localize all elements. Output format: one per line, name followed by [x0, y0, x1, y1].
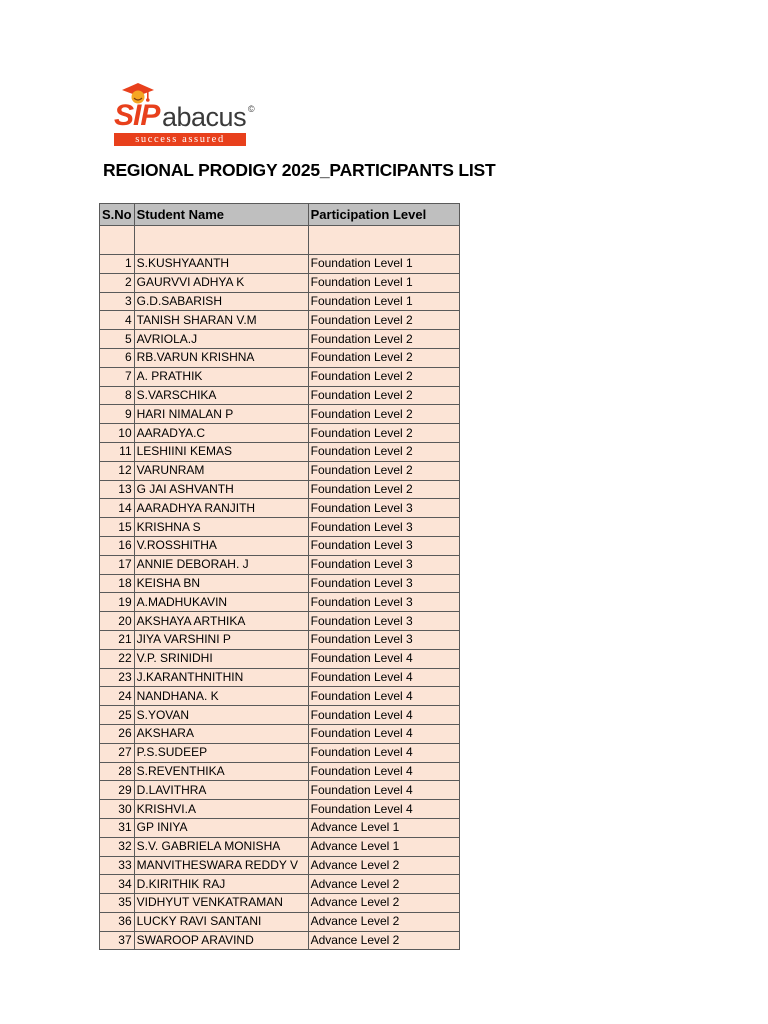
- table-row: [100, 837, 460, 856]
- table-row: [100, 405, 460, 424]
- row-student-name: AKSHARA: [134, 724, 308, 743]
- table-row: [100, 687, 460, 706]
- table-row: [100, 743, 460, 762]
- table-row: [100, 800, 460, 819]
- table-row: [100, 273, 460, 292]
- row-participation-level: Foundation Level 2: [308, 480, 459, 499]
- row-sno: 11: [100, 442, 135, 461]
- row-student-name: AARADHYA RANJITH: [134, 499, 308, 518]
- row-sno: 8: [100, 386, 135, 405]
- row-sno: 9: [100, 405, 135, 424]
- sip-abacus-logo: [112, 82, 262, 148]
- row-student-name: S.V. GABRIELA MONISHA: [134, 837, 308, 856]
- row-participation-level: Foundation Level 2: [308, 386, 459, 405]
- row-sno: 14: [100, 499, 135, 518]
- row-student-name: VIDHYUT VENKATRAMAN: [134, 894, 308, 913]
- table-row: [100, 668, 460, 687]
- row-student-name: VARUNRAM: [134, 461, 308, 480]
- row-student-name: RB.VARUN KRISHNA: [134, 348, 308, 367]
- header-sno: S.No: [100, 204, 135, 226]
- table-row: [100, 630, 460, 649]
- row-participation-level: Foundation Level 4: [308, 649, 459, 668]
- row-student-name: JIYA VARSHINI P: [134, 630, 308, 649]
- row-participation-level: Foundation Level 2: [308, 348, 459, 367]
- logo-tagline: success assured: [114, 133, 246, 146]
- row-sno: 1: [100, 255, 135, 274]
- row-participation-level: Foundation Level 3: [308, 574, 459, 593]
- row-participation-level: Foundation Level 2: [308, 330, 459, 349]
- row-sno: 35: [100, 894, 135, 913]
- spacer-cell: [100, 226, 135, 255]
- row-sno: 13: [100, 480, 135, 499]
- table-row: [100, 255, 460, 274]
- row-student-name: V.ROSSHITHA: [134, 536, 308, 555]
- row-student-name: S.YOVAN: [134, 706, 308, 725]
- row-sno: 2: [100, 273, 135, 292]
- logo-word-text: abacus: [162, 102, 247, 132]
- row-participation-level: Advance Level 1: [308, 837, 459, 856]
- row-participation-level: Foundation Level 4: [308, 762, 459, 781]
- copyright-icon: ©: [248, 104, 255, 114]
- row-participation-level: Foundation Level 4: [308, 724, 459, 743]
- table-row: [100, 894, 460, 913]
- row-participation-level: Foundation Level 1: [308, 255, 459, 274]
- table-row: [100, 292, 460, 311]
- logo-sip-text: SIP: [114, 99, 160, 132]
- table-row: [100, 480, 460, 499]
- row-sno: 12: [100, 461, 135, 480]
- row-participation-level: Foundation Level 3: [308, 518, 459, 537]
- row-participation-level: Foundation Level 3: [308, 593, 459, 612]
- row-participation-level: Foundation Level 4: [308, 687, 459, 706]
- row-student-name: HARI NIMALAN P: [134, 405, 308, 424]
- table-spacer-row: [100, 226, 460, 255]
- row-student-name: AARADYA.C: [134, 424, 308, 443]
- row-participation-level: Advance Level 2: [308, 856, 459, 875]
- row-sno: 23: [100, 668, 135, 687]
- table-row: [100, 367, 460, 386]
- row-sno: 27: [100, 743, 135, 762]
- row-sno: 20: [100, 612, 135, 631]
- row-sno: 6: [100, 348, 135, 367]
- row-student-name: KRISHNA S: [134, 518, 308, 537]
- table-row: [100, 555, 460, 574]
- row-student-name: A.MADHUKAVIN: [134, 593, 308, 612]
- row-sno: 5: [100, 330, 135, 349]
- page-title: REGIONAL PRODIGY 2025_PARTICIPANTS LIST: [103, 160, 496, 180]
- row-sno: 24: [100, 687, 135, 706]
- table-row: [100, 649, 460, 668]
- row-participation-level: Foundation Level 2: [308, 442, 459, 461]
- row-sno: 16: [100, 536, 135, 555]
- row-sno: 26: [100, 724, 135, 743]
- row-sno: 25: [100, 706, 135, 725]
- row-participation-level: Foundation Level 2: [308, 367, 459, 386]
- row-sno: 37: [100, 931, 135, 950]
- row-participation-level: Foundation Level 4: [308, 743, 459, 762]
- table-header-row: [100, 204, 460, 226]
- row-sno: 32: [100, 837, 135, 856]
- row-sno: 19: [100, 593, 135, 612]
- table-row: [100, 499, 460, 518]
- row-student-name: SWAROOP ARAVIND: [134, 931, 308, 950]
- row-participation-level: Foundation Level 3: [308, 630, 459, 649]
- table-row: [100, 612, 460, 631]
- table-row: [100, 330, 460, 349]
- table-row: [100, 574, 460, 593]
- table-row: [100, 348, 460, 367]
- table-row: [100, 912, 460, 931]
- row-participation-level: Foundation Level 3: [308, 499, 459, 518]
- spacer-cell: [134, 226, 308, 255]
- table-row: [100, 536, 460, 555]
- table-row: [100, 442, 460, 461]
- row-participation-level: Foundation Level 4: [308, 800, 459, 819]
- row-participation-level: Foundation Level 3: [308, 612, 459, 631]
- spacer-cell: [308, 226, 459, 255]
- header-participation-level: Participation Level: [308, 204, 459, 226]
- row-student-name: V.P. SRINIDHI: [134, 649, 308, 668]
- row-student-name: AKSHAYA ARTHIKA: [134, 612, 308, 631]
- row-participation-level: Foundation Level 1: [308, 273, 459, 292]
- row-sno: 10: [100, 424, 135, 443]
- row-participation-level: Foundation Level 2: [308, 311, 459, 330]
- row-student-name: NANDHANA. K: [134, 687, 308, 706]
- row-student-name: GP INIYA: [134, 818, 308, 837]
- row-participation-level: Foundation Level 2: [308, 461, 459, 480]
- row-student-name: KRISHVI.A: [134, 800, 308, 819]
- row-participation-level: Advance Level 2: [308, 875, 459, 894]
- row-participation-level: Foundation Level 2: [308, 424, 459, 443]
- row-sno: 17: [100, 555, 135, 574]
- table-row: [100, 518, 460, 537]
- table-row: [100, 706, 460, 725]
- row-sno: 29: [100, 781, 135, 800]
- participants-table: [99, 203, 460, 950]
- header-student-name: Student Name: [134, 204, 308, 226]
- row-participation-level: Foundation Level 3: [308, 536, 459, 555]
- table-row: [100, 818, 460, 837]
- row-participation-level: Foundation Level 1: [308, 292, 459, 311]
- row-student-name: A. PRATHIK: [134, 367, 308, 386]
- row-student-name: P.S.SUDEEP: [134, 743, 308, 762]
- table-row: [100, 724, 460, 743]
- row-student-name: AVRIOLA.J: [134, 330, 308, 349]
- row-sno: 33: [100, 856, 135, 875]
- row-student-name: LESHIINI KEMAS: [134, 442, 308, 461]
- row-participation-level: Foundation Level 4: [308, 668, 459, 687]
- row-sno: 36: [100, 912, 135, 931]
- row-participation-level: Foundation Level 3: [308, 555, 459, 574]
- row-student-name: S.VARSCHIKA: [134, 386, 308, 405]
- row-participation-level: Foundation Level 4: [308, 781, 459, 800]
- row-sno: 30: [100, 800, 135, 819]
- row-participation-level: Foundation Level 2: [308, 405, 459, 424]
- row-sno: 4: [100, 311, 135, 330]
- row-sno: 28: [100, 762, 135, 781]
- row-student-name: D.KIRITHIK RAJ: [134, 875, 308, 894]
- table-row: [100, 875, 460, 894]
- row-student-name: TANISH SHARAN V.M: [134, 311, 308, 330]
- row-student-name: D.LAVITHRA: [134, 781, 308, 800]
- row-sno: 31: [100, 818, 135, 837]
- table-row: [100, 781, 460, 800]
- row-participation-level: Advance Level 1: [308, 818, 459, 837]
- table-row: [100, 856, 460, 875]
- row-participation-level: Advance Level 2: [308, 912, 459, 931]
- row-student-name: J.KARANTHNITHIN: [134, 668, 308, 687]
- row-participation-level: Foundation Level 4: [308, 706, 459, 725]
- row-student-name: KEISHA BN: [134, 574, 308, 593]
- table-row: [100, 311, 460, 330]
- table-row: [100, 931, 460, 950]
- table-row: [100, 762, 460, 781]
- row-participation-level: Advance Level 2: [308, 931, 459, 950]
- row-student-name: LUCKY RAVI SANTANI: [134, 912, 308, 931]
- row-student-name: G.D.SABARISH: [134, 292, 308, 311]
- row-sno: 21: [100, 630, 135, 649]
- table-row: [100, 386, 460, 405]
- row-student-name: S.REVENTHIKA: [134, 762, 308, 781]
- row-student-name: MANVITHESWARA REDDY V: [134, 856, 308, 875]
- row-sno: 18: [100, 574, 135, 593]
- row-student-name: G JAI ASHVANTH: [134, 480, 308, 499]
- row-student-name: S.KUSHYAANTH: [134, 255, 308, 274]
- row-sno: 3: [100, 292, 135, 311]
- table-row: [100, 593, 460, 612]
- table-row: [100, 424, 460, 443]
- row-sno: 7: [100, 367, 135, 386]
- row-student-name: ANNIE DEBORAH. J: [134, 555, 308, 574]
- row-participation-level: Advance Level 2: [308, 894, 459, 913]
- table-row: [100, 461, 460, 480]
- row-sno: 15: [100, 518, 135, 537]
- row-sno: 22: [100, 649, 135, 668]
- row-student-name: GAURVVI ADHYA K: [134, 273, 308, 292]
- row-sno: 34: [100, 875, 135, 894]
